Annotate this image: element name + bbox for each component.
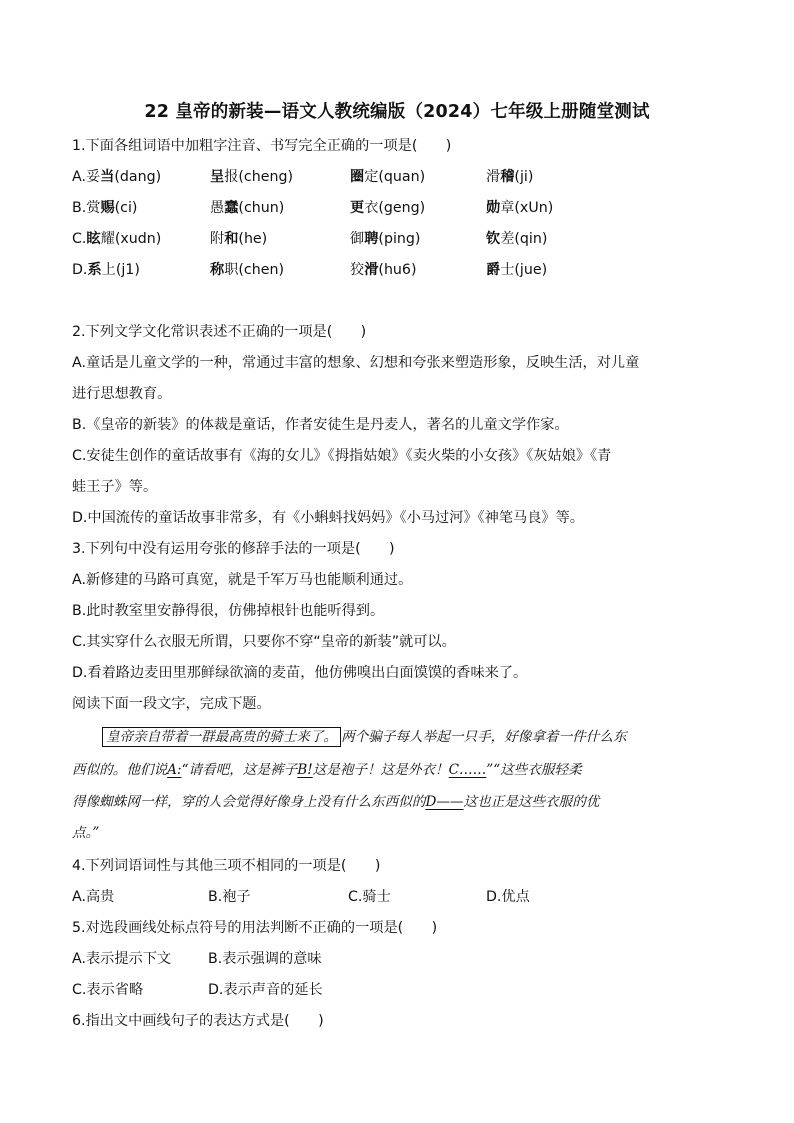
q3-option-b: B.此时教室里安静得很，仿佛掉根针也能听得到。 [72,603,385,619]
q3-option-c: C.其实穿什么衣服无所谓，只要你不穿“皇帝的新装”就可以。 [72,634,456,650]
q2-option-c-line2: 蛙王子》等。 [72,479,158,495]
q2-option-b: B.《皇帝的新装》的体裁是童话，作者安徒生是丹麦人，著名的儿童文学作家。 [72,417,569,433]
passage-text: 这是袍子！这是外衣！ [312,762,449,778]
q3-option-a: A.新修建的马路可真宽，就是千军万马也能顺利通过。 [72,572,413,588]
passage-text: “请看吧，这是裤子 [181,762,298,778]
q2-stem: 2.下列文学文化常识表述不正确的一项是( ) [72,324,367,340]
page-title: 22 皇帝的新装—语文人教统编版（2024）七年级上册随堂测试 [144,102,650,122]
reading-intro: 阅读下面一段文字，完成下题。 [72,696,271,712]
q1-option-c-word-4: 钦差(qin) [486,231,548,247]
q5-stem: 5.对选段画线处标点符号的用法判断不正确的一项是( ) [72,920,438,936]
q4-option-a: A.高贵 [72,889,115,905]
q1-option-b-word-4: 勋章(xUn) [486,200,554,216]
q1-option-d-word-2: 称职(chen) [210,262,284,278]
q4-option-d: D.优点 [486,889,530,905]
passage-text: ”“这些衣服轻柔 [486,762,582,778]
passage-text: 西似的。他们说 [72,762,168,778]
q5-option-a: A.表示提示下文 [72,951,172,967]
mark-a: A: [167,762,182,778]
q2-option-a-line1: A.童话是儿童文学的一种，常通过丰富的想象、幻想和夸张来塑造形象，反映生活，对儿童 [72,355,640,371]
q5-option-c: C.表示省略 [72,982,144,998]
passage-text: 得像蜘蛛网一样，穿的人会觉得好像身上没有什么东西似的 [72,794,426,810]
q1-option-a-word-1: A.妥当(dang) [72,169,162,185]
mark-b: B! [297,762,313,778]
q1-option-c-word-1: C.眩耀(xudn) [72,231,162,247]
q1-option-d-word-3: 狡滑(hu6) [350,262,417,278]
q2-option-d: D.中国流传的童话故事非常多，有《小蝌蚪找妈妈》《小马过河》《神笔马良》等。 [72,510,584,526]
mark-c: C…… [448,762,487,778]
q4-option-c: C.骑士 [348,889,391,905]
q1-option-c-word-2: 附和(he) [210,231,268,247]
passage-text: 这也正是这些衣服的优 [463,794,600,810]
q1-option-a-word-4: 滑稽(ji) [486,169,534,185]
q1-option-b-word-3: 更衣(geng) [350,200,426,216]
q1-option-a-word-2: 呈报(cheng) [210,169,293,185]
q1-option-c-word-3: 御聘(ping) [350,231,421,247]
q5-option-d: D.表示声音的延长 [208,982,323,998]
passage-line-1 [102,727,752,747]
q2-option-a-line2: 进行思想教育。 [72,386,172,402]
q3-stem: 3.下列句中没有运用夸张的修辞手法的一项是( ) [72,541,395,557]
q1-option-b-word-2: 愚蠢(chun) [210,200,285,216]
q1-stem: 1.下面各组词语中加粗字注音、书写完全正确的一项是( ) [72,138,452,154]
q3-option-d: D.看着路边麦田里那鲜绿欲滴的麦苗，他仿佛嗅出白面馍馍的香味来了。 [72,665,528,681]
q4-stem: 4.下列词语词性与其他三项不相同的一项是( ) [72,858,381,874]
mark-d: D—— [425,794,464,810]
q4-option-b: B.袍子 [208,889,251,905]
passage-line-4: 点。” [72,825,100,841]
q1-option-a-word-3: 圈定(quan) [350,169,426,185]
q1-option-d-word-1: D.系上(j1) [72,262,140,278]
boxed-sentence: 皇帝亲自带着一群最高贵的骑士来了。 [102,727,341,747]
q2-option-c-line1: C.安徒生创作的童话故事有《海的女儿》《拇指姑娘》《卖火柴的小女孩》《灰姑娘》《青 [72,448,612,464]
q1-option-d-word-4: 爵士(jue) [486,262,548,278]
passage-line-3 [72,792,722,812]
passage-line-2 [72,760,722,780]
q6-stem: 6.指出文中画线句子的表达方式是( ) [72,1013,324,1029]
q5-option-b: B.表示强调的意味 [208,951,322,967]
q1-option-b-word-1: B.赏赐(ci) [72,200,138,216]
passage-text: 两个骗子每人举起一只手，好像拿着一件什么东 [341,729,627,745]
